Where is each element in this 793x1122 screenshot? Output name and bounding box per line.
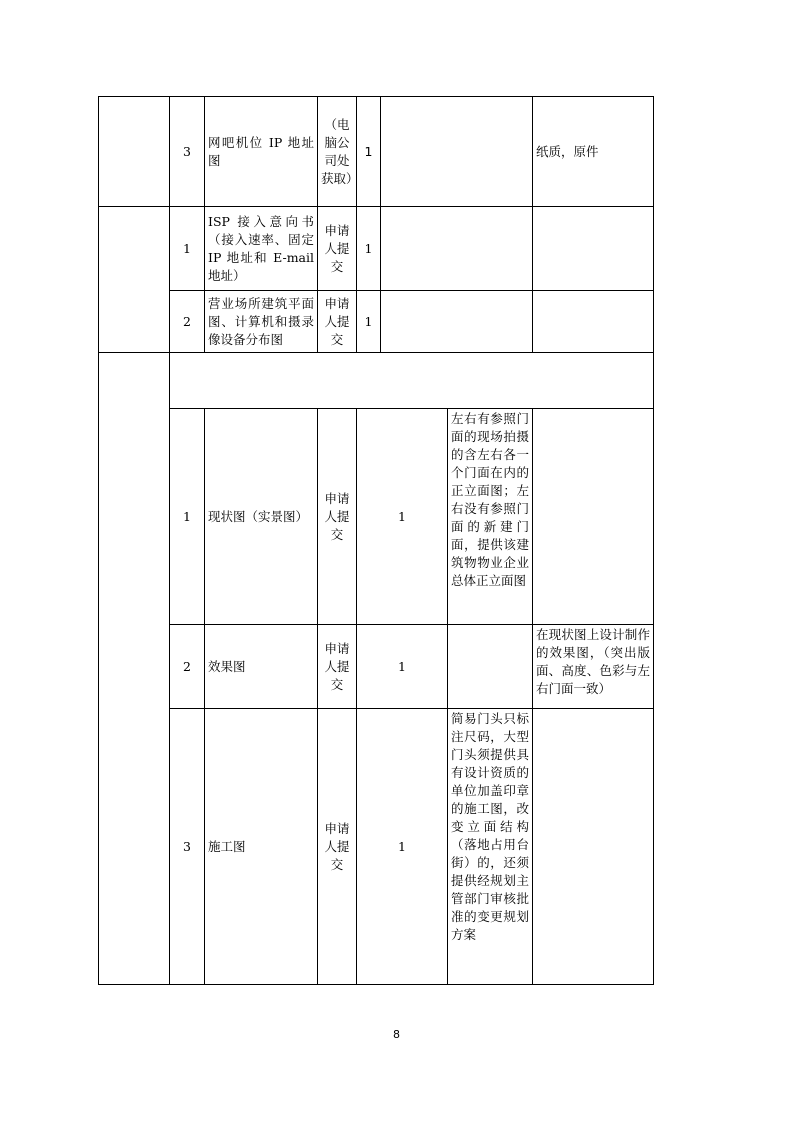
material-source: 申请人提交 (318, 709, 357, 985)
material-count: 1 (357, 291, 381, 353)
item-number: 2 (170, 625, 205, 709)
page-number: 8 (393, 1028, 400, 1041)
table-row (99, 207, 654, 291)
material-name: ISP 接入意向书（接入速率、固定 IP 地址和 E-mail 地址） (205, 207, 318, 291)
item-number: 3 (170, 709, 205, 985)
material-count: 1 (357, 207, 381, 291)
category-cell (99, 353, 170, 985)
table-row (99, 625, 654, 709)
table-row (99, 709, 654, 985)
material-spec (381, 291, 533, 353)
material-source: 申请人提交 (318, 291, 357, 353)
material-source: （电脑公司处获取） (318, 97, 357, 207)
materials-table (98, 96, 654, 985)
material-name: 营业场所建筑平面图、计算机和摄录像设备分布图 (205, 291, 318, 353)
section-banner (170, 353, 654, 409)
material-count: 1 (357, 97, 381, 207)
material-remark (533, 207, 654, 291)
material-count: 1 (357, 709, 448, 985)
table-row (99, 353, 654, 409)
material-remark (533, 709, 654, 985)
material-spec: 左右有参照门面的现场拍摄的含左右各一个门面在内的正立面图；左右没有参照门面的新建门面，提供该建筑物物业企业总体正立面图 (448, 409, 533, 625)
item-number: 1 (170, 409, 205, 625)
material-source: 申请人提交 (318, 207, 357, 291)
material-name: 现状图（实景图） (205, 409, 318, 625)
material-remark: 纸质，原件 (533, 97, 654, 207)
item-number: 1 (170, 207, 205, 291)
material-spec (381, 207, 533, 291)
category-cell (99, 97, 170, 207)
table-row (99, 97, 654, 207)
material-source: 申请人提交 (318, 409, 357, 625)
table-row (99, 409, 654, 625)
material-spec (448, 625, 533, 709)
material-spec (381, 97, 533, 207)
item-number: 2 (170, 291, 205, 353)
material-remark (533, 409, 654, 625)
material-remark (533, 291, 654, 353)
material-count: 1 (357, 625, 448, 709)
item-number: 3 (170, 97, 205, 207)
table-row (99, 291, 654, 353)
material-name: 网吧机位 IP 地址图 (205, 97, 318, 207)
material-source: 申请人提交 (318, 625, 357, 709)
material-remark: 在现状图上设计制作的效果图，（突出版面、高度、色彩与左右门面一致） (533, 625, 654, 709)
material-spec: 简易门头只标注尺码，大型门头须提供具有设计资质的单位加盖印章的施工图，改变立面结构（落地占用台街）的，还须提供经规划主管部门审核批准的变更规划方案 (448, 709, 533, 985)
material-name: 施工图 (205, 709, 318, 985)
material-count: 1 (357, 409, 448, 625)
category-cell (99, 207, 170, 353)
material-name: 效果图 (205, 625, 318, 709)
